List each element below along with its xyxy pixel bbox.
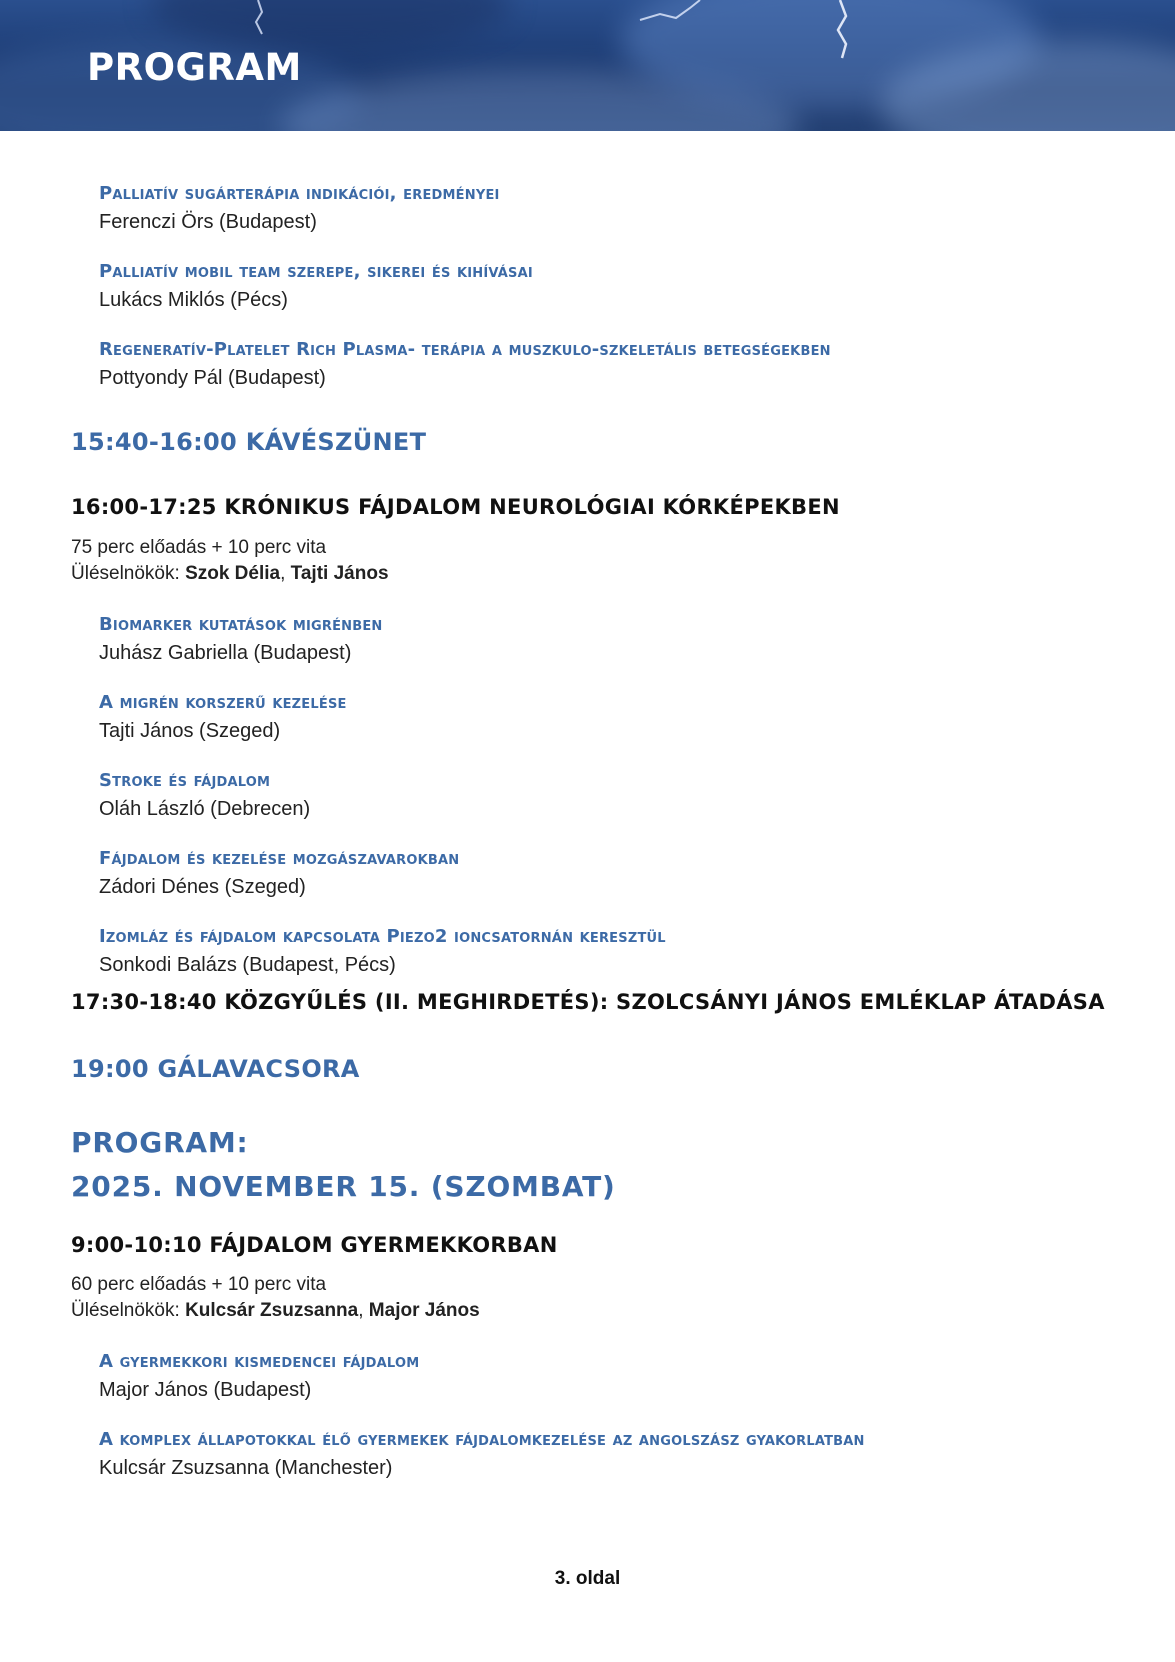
talk-title: Fájdalom és kezelése mozgászavarokban (99, 848, 460, 869)
talk-title: Stroke és fájdalom (99, 770, 271, 791)
day-heading: PROGRAM: (71, 1126, 249, 1159)
session-heading: 9:00-10:10 FÁJDALOM GYERMEKKORBAN (71, 1233, 558, 1257)
talk-title: A gyermekkori kismedencei fájdalom (99, 1351, 420, 1372)
talk-title: A migrén korszerű kezelése (99, 692, 347, 713)
talk-speaker: Major János (Budapest) (99, 1379, 312, 1401)
talk-speaker: Zádori Dénes (Szeged) (99, 876, 306, 898)
coffee-break-heading: 15:40-16:00 KÁVÉSZÜNET (71, 428, 427, 456)
chair-name: Major János (368, 1300, 480, 1321)
talk-speaker: Sonkodi Balázs (Budapest, Pécs) (99, 954, 396, 976)
gala-heading: 19:00 GÁLAVACSORA (71, 1055, 360, 1083)
page-number: 3. oldal (554, 1568, 621, 1589)
talk-speaker: Kulcsár Zsuzsanna (Manchester) (99, 1457, 393, 1479)
talk-title: Palliatív mobil team szerepe, sikerei és kihívásai (99, 261, 533, 282)
header-banner (0, 0, 1175, 131)
talk-title: Biomarker kutatások migrénben (99, 614, 383, 635)
session-format: 75 perc előadás + 10 perc vita (71, 537, 327, 558)
talk-title: Regeneratív-Platelet Rich Plasma- terápia a muszkulo-szkeletális betegségekben (99, 339, 831, 360)
talk-title: Izomláz és fájdalom kapcsolata Piezo2 ioncsatornán keresztül (99, 926, 666, 947)
page-title: PROGRAM (87, 46, 302, 89)
chair-name: Szok Délia (185, 563, 281, 584)
talk-speaker: Ferenczi Örs (Budapest) (99, 211, 317, 233)
talk-title: A komplex állapotokkal élő gyermekek fájdalomkezelése az angolszász gyakorlatban (99, 1429, 865, 1450)
session-heading: 16:00-17:25 KRÓNIKUS FÁJDALOM NEUROLÓGIAI KÓRKÉPEKBEN (71, 495, 840, 519)
talk-speaker: Juhász Gabriella (Budapest) (99, 642, 352, 664)
talk-speaker: Lukács Miklós (Pécs) (99, 289, 288, 311)
talk-speaker: Tajti János (Szeged) (99, 720, 281, 742)
talk-title: Palliatív sugárterápia indikációi, eredményei (99, 183, 500, 204)
chair-name: Tajti János (290, 563, 389, 584)
session-chairs: Üléselnökök: Szok Délia, Tajti János (71, 563, 389, 584)
talk-speaker: Oláh László (Debrecen) (99, 798, 311, 820)
day-date: 2025. NOVEMBER 15. (SZOMBAT) (71, 1170, 616, 1203)
assembly-heading: 17:30-18:40 KÖZGYŰLÉS (II. MEGHIRDETÉS): SZOLCSÁNYI JÁNOS EMLÉKLAP ÁTADÁSA (71, 990, 1105, 1014)
session-format: 60 perc előadás + 10 perc vita (71, 1274, 327, 1295)
talk-speaker: Pottyondy Pál (Budapest) (99, 367, 326, 389)
chair-name: Kulcsár Zsuzsanna (185, 1300, 359, 1321)
session-chairs: Üléselnökök: Kulcsár Zsuzsanna, Major János (71, 1300, 480, 1321)
